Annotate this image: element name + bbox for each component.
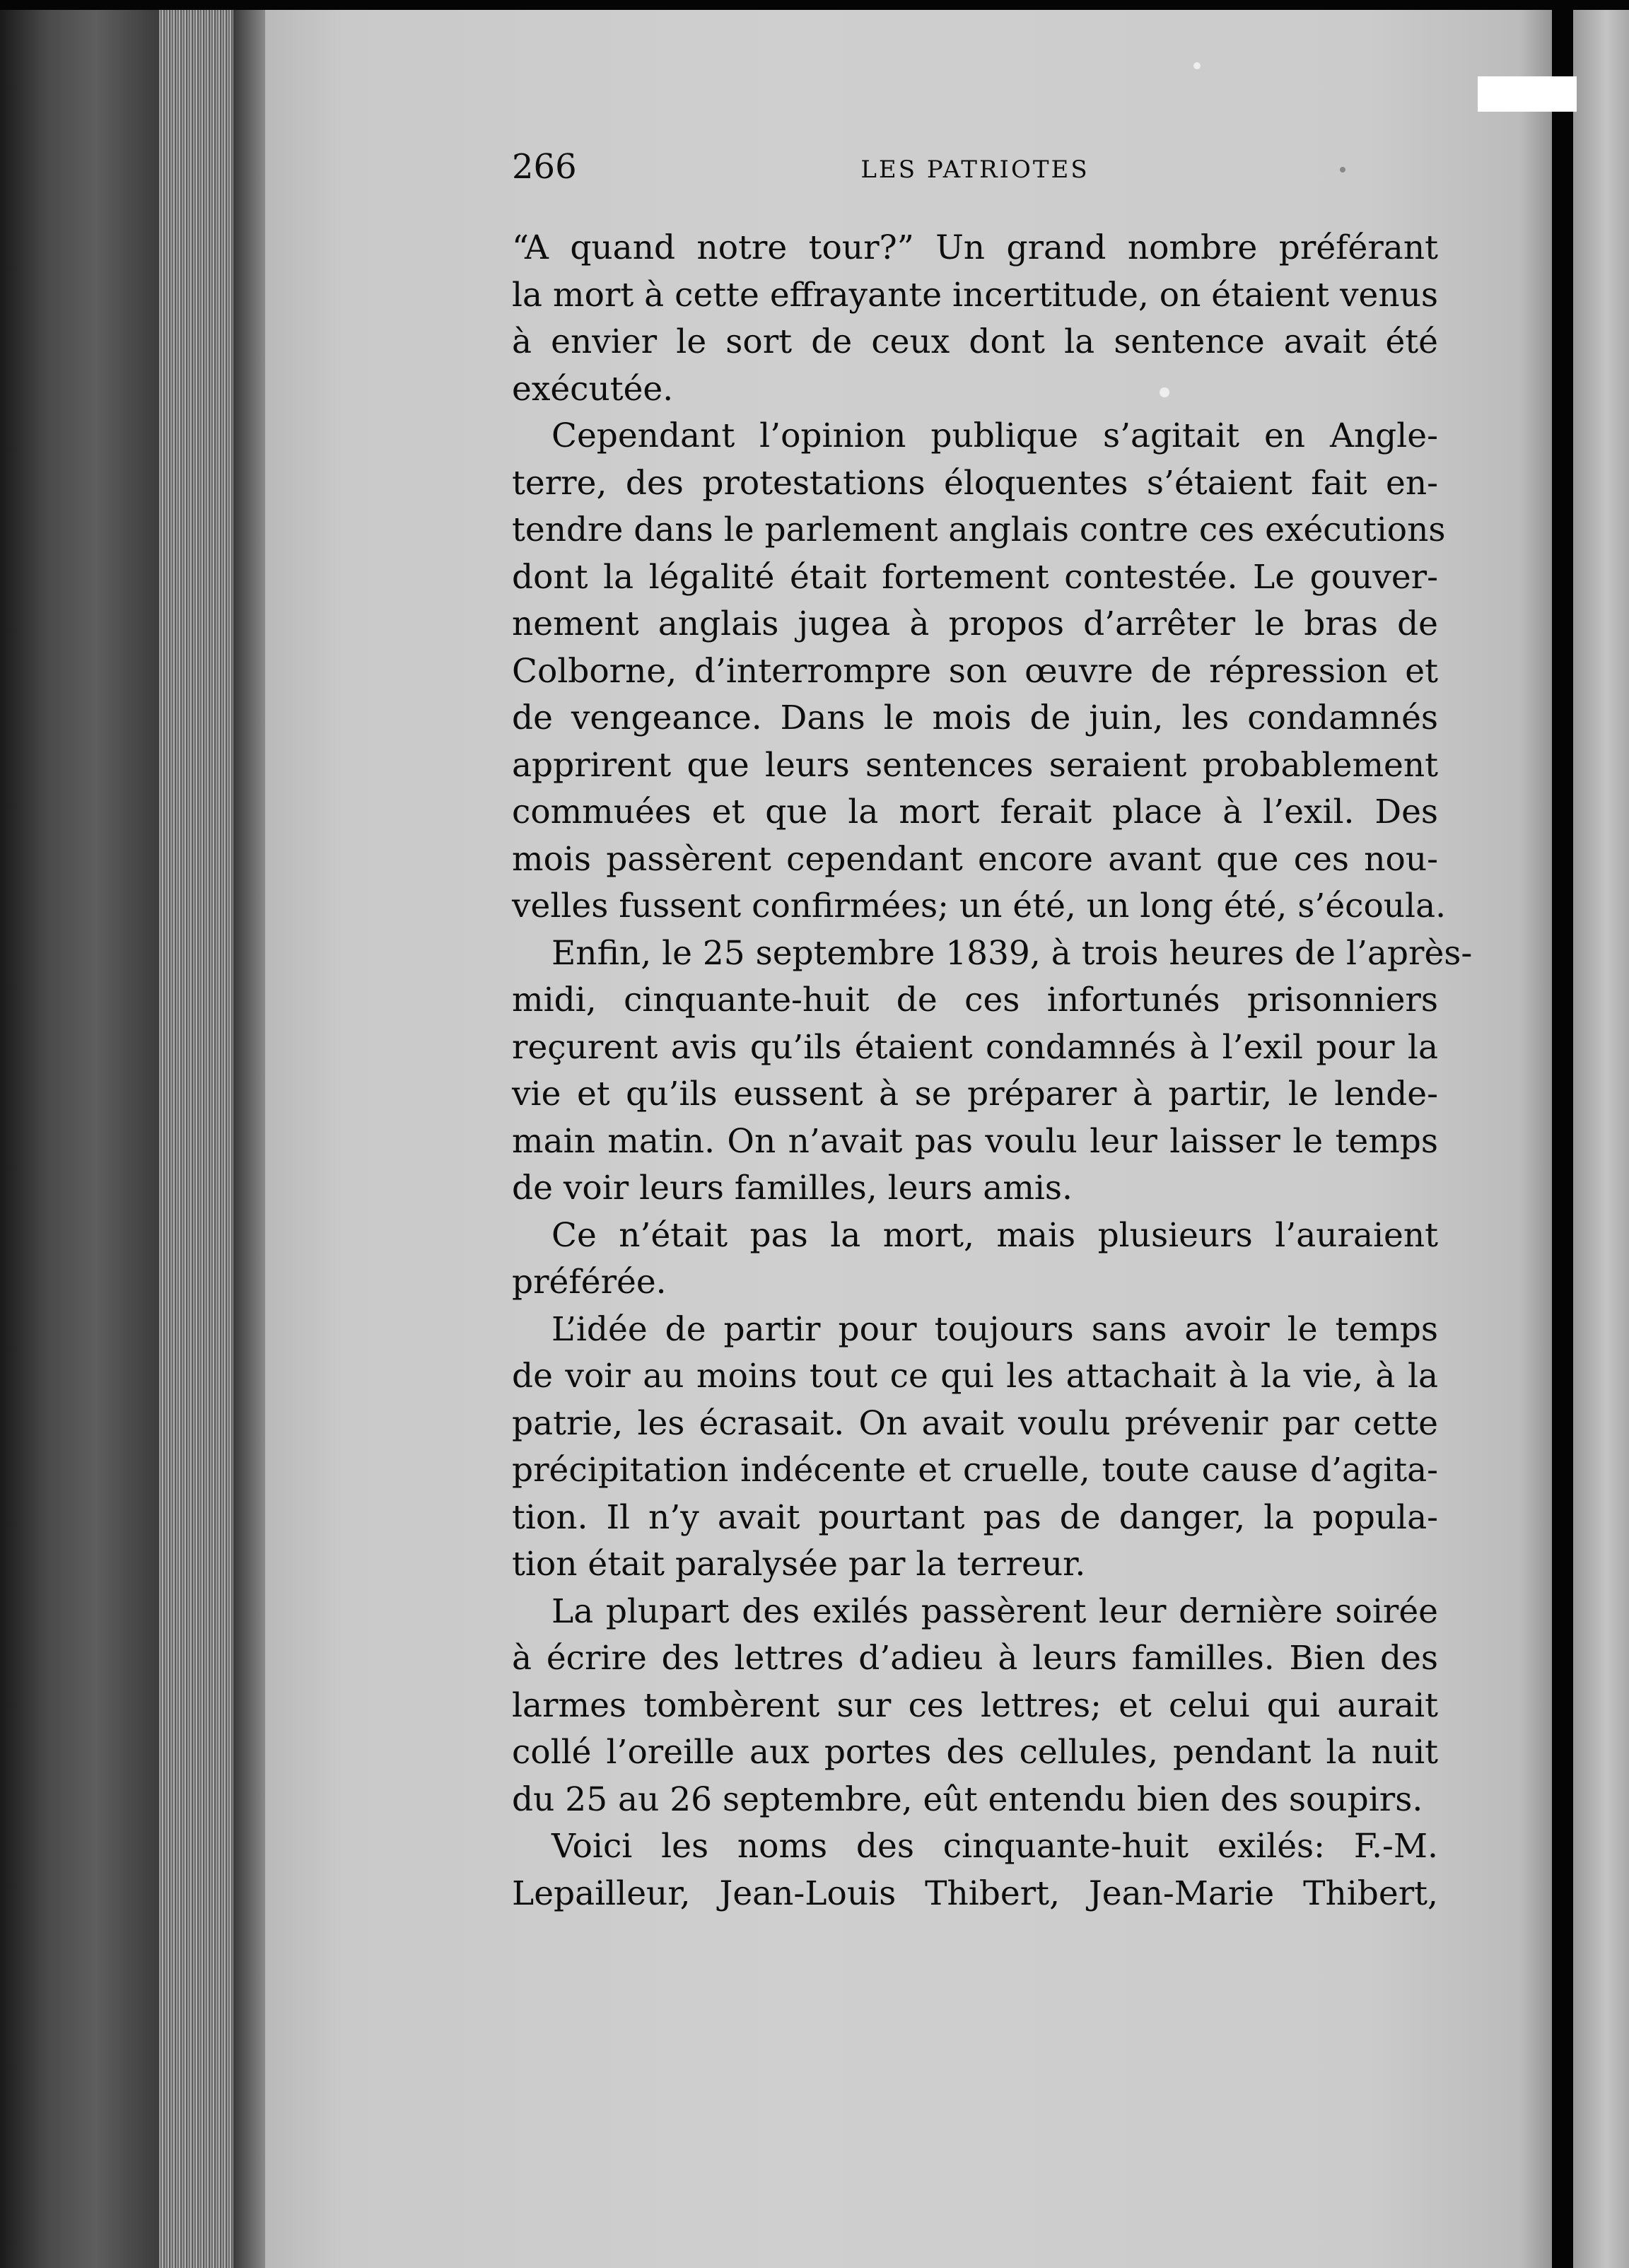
body-text	[512, 225, 1473, 1917]
text-line: L’idée de partir pour toujours sans avoir le temps	[551, 1309, 1438, 1349]
text-line: commuées et que la mort ferait place à l’exil. Des	[512, 793, 1438, 831]
text-line: reçurent avis qu’ils étaient condamnés à l’exil pour la	[512, 1027, 1438, 1067]
text-line: à écrire des lettres d’adieu à leurs familles. Bien des	[512, 1639, 1438, 1678]
text-line: mois passèrent cependant encore avant que ces nou-	[512, 839, 1438, 879]
text-line: midi, cinquante-huit de ces infortunés prisonniers	[512, 981, 1438, 1019]
text-line: la mort à cette effrayante incertitude, on étaient venus	[512, 275, 1438, 315]
text-line: “A quand notre tour?” Un grand nombre préférant	[512, 228, 1438, 267]
text-line: main matin. On n’avait pas voulu leur laisser le temps	[512, 1121, 1438, 1161]
text-line: Enfin, le 25 septembre 1839, à trois heures de l’après-	[551, 933, 1473, 973]
text-line: terre, des protestations éloquentes s’étaient fait en-	[512, 463, 1438, 503]
text-line: dont la légalité était fortement contestée. Le gouver-	[512, 557, 1438, 597]
text-line: patrie, les écrasait. On avait voulu prévenir par cette	[512, 1403, 1438, 1443]
text-line: de voir leurs familles, leurs amis.	[512, 1169, 1073, 1208]
text-line: préférée.	[512, 1263, 667, 1302]
page-header	[512, 147, 1438, 189]
text-line: Cependant l’opinion publique s’agitait en Angle-	[551, 416, 1438, 455]
paper-tab	[1478, 76, 1577, 112]
text-line: apprirent que leurs sentences seraient probablement	[512, 745, 1438, 785]
text-line: vie et qu’ils eussent à se préparer à partir, le lende-	[512, 1075, 1438, 1113]
text-line: larmes tombèrent sur ces lettres; et celui qui aurait	[512, 1685, 1438, 1725]
text-line: tion était paralysée par la terreur.	[512, 1545, 1086, 1584]
text-line: Ce n’était pas la mort, mais plusieurs l’auraient	[551, 1215, 1438, 1255]
text-line: exécutée.	[512, 369, 674, 409]
page-edges-shadow	[233, 0, 265, 2268]
text-line: tendre dans le parlement anglais contre ces exécutions	[512, 510, 1446, 549]
running-head: LES PATRIOTES	[860, 156, 1090, 184]
text-line: du 25 au 26 septembre, eût entendu bien des soupirs.	[512, 1779, 1423, 1819]
text-line: tion. Il n’y avait pourtant pas de danger, la popula-	[512, 1497, 1438, 1537]
binding-shadow	[1552, 0, 1573, 2268]
dust-speck	[1193, 62, 1201, 69]
page-number: 266	[512, 147, 577, 187]
text-line: velles fussent confirmées; un été, un long été, s’écoula.	[512, 887, 1447, 925]
text-line: collé l’oreille aux portes des cellules, pendant la nuit	[512, 1733, 1438, 1772]
text-line: La plupart des exilés passèrent leur dernière soirée	[551, 1591, 1438, 1631]
text-line: précipitation indécente et cruelle, toute cause d’agita-	[512, 1451, 1438, 1490]
text-line: Lepailleur, Jean-Louis Thibert, Jean-Marie Thibert,	[512, 1874, 1438, 1913]
scan-border	[0, 0, 1629, 10]
facing-page-edge	[1573, 0, 1629, 2268]
text-line: Voici les noms des cinquante-huit exilés: F.-M.	[551, 1827, 1438, 1866]
text-line: Colborne, d’interrompre son œuvre de répression et	[512, 651, 1438, 691]
text-line: de voir au moins tout ce qui les attachait à la vie, à la	[512, 1357, 1438, 1396]
book-cover	[0, 0, 159, 2268]
text-line: de vengeance. Dans le mois de juin, les condamnés	[512, 698, 1438, 737]
text-line: nement anglais jugea à propos d’arrêter le bras de	[512, 604, 1438, 643]
text-line: à envier le sort de ceux dont la sentence avait été	[512, 322, 1438, 361]
